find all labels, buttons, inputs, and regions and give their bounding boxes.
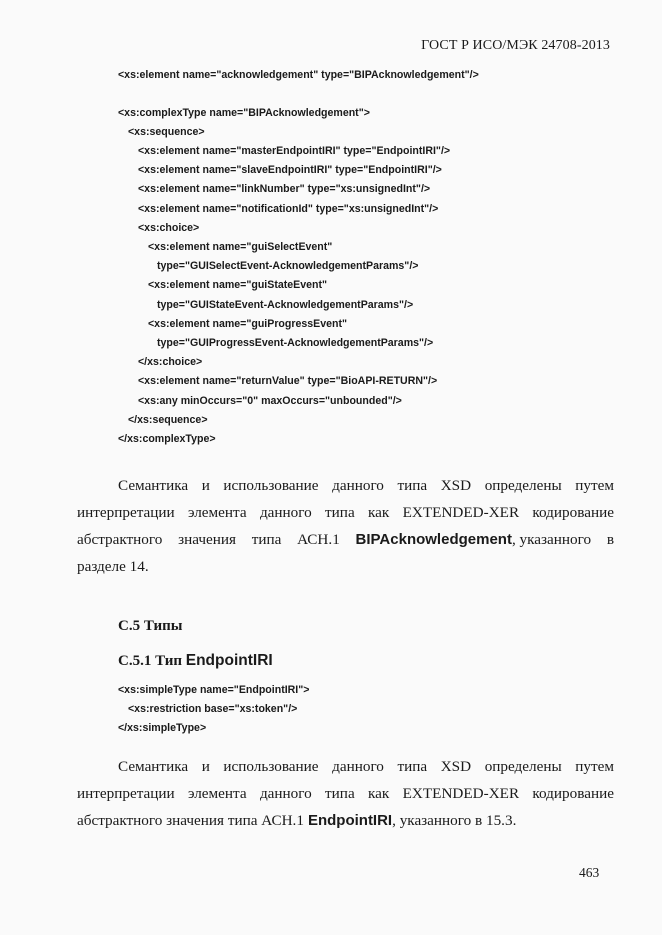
word: и <box>201 758 210 775</box>
word: данного <box>259 504 312 521</box>
word: определены <box>484 758 562 775</box>
paragraph-line <box>77 558 614 576</box>
word: АСН.1 <box>297 531 340 548</box>
type-reference-with-comma <box>356 531 592 549</box>
code-line: <xs:any minOccurs="0" maxOccurs="unbounded"/> <box>138 395 402 407</box>
word: данного <box>332 477 384 494</box>
code-line: <xs:element name="returnValue" type="BioAPI-RETURN"/> <box>138 375 438 387</box>
standard-header: ГОСТ Р ИСО/МЭК 24708-2013 <box>421 38 610 53</box>
code-line: <xs:element name="guiProgressEvent" <box>148 318 348 330</box>
word: данного <box>332 758 384 775</box>
word: определены <box>484 477 562 494</box>
heading-prefix: С.5.1 Тип <box>118 653 182 669</box>
type-name-bip-acknowledgement: BIPAcknowledgement <box>355 531 512 548</box>
word: , указанного <box>511 531 592 548</box>
word: значения <box>178 531 236 548</box>
code-line: </xs:simpleType> <box>118 722 207 734</box>
word: XSD <box>440 758 472 775</box>
word: EXTENDED-XER <box>402 504 520 521</box>
code-line: <xs:sequence> <box>128 126 205 138</box>
word: и <box>201 477 210 494</box>
word: типа <box>397 758 428 775</box>
code-line: <xs:element name="slaveEndpointIRI" type="EndpointIRI"/> <box>138 164 442 176</box>
code-line: type="GUIStateEvent-AcknowledgementParams"/> <box>157 299 414 311</box>
paragraph-line <box>77 812 614 830</box>
code-line: type="GUIProgressEvent-AcknowledgementParams"/> <box>157 337 434 349</box>
paragraph-line <box>77 504 614 522</box>
code-line: </xs:sequence> <box>128 414 208 426</box>
word: абстрактного <box>77 531 163 548</box>
code-line: <xs:restriction base="xs:token"/> <box>128 703 298 715</box>
word: данного <box>259 785 312 802</box>
word: путем <box>575 477 614 494</box>
word: использование <box>223 758 319 775</box>
type-name-endpoint-iri: EndpointIRI <box>185 652 273 669</box>
word: кодирование <box>532 504 614 521</box>
section-heading-c5-1 <box>118 652 273 670</box>
word: EXTENDED-XER <box>402 785 520 802</box>
word: типа <box>325 785 355 802</box>
code-line: <xs:element name="guiStateEvent" <box>148 279 328 291</box>
word: элемента <box>187 504 247 521</box>
code-line: type="GUISelectEvent-AcknowledgementParams"/> <box>157 260 419 272</box>
word: интерпретации <box>77 504 175 521</box>
code-line: <xs:element name="acknowledgement" type="BIPAcknowledgement"/> <box>118 69 479 81</box>
type-name-endpoint-iri: EndpointIRI <box>307 812 393 829</box>
paragraph-line <box>118 477 614 495</box>
code-line: <xs:simpleType name="EndpointIRI"> <box>118 684 310 696</box>
paragraph-line <box>77 531 614 549</box>
word: кодирование <box>532 785 614 802</box>
word: типа <box>397 477 428 494</box>
text: разделе 14. <box>77 558 149 575</box>
word: как <box>368 504 390 521</box>
page-number: 463 <box>579 865 600 880</box>
word: типа <box>325 504 355 521</box>
paragraph-line <box>77 785 614 803</box>
text: , указанного в 15.3. <box>392 812 517 829</box>
word: как <box>368 785 390 802</box>
word: в <box>606 531 614 548</box>
word: интерпретации <box>77 785 175 802</box>
paragraph-line <box>118 758 614 776</box>
word: XSD <box>440 477 472 494</box>
code-line: </xs:complexType> <box>118 433 216 445</box>
code-line: </xs:choice> <box>138 356 203 368</box>
word: путем <box>575 758 614 775</box>
word: типа <box>251 531 282 548</box>
section-heading-c5: С.5 Типы <box>118 618 183 634</box>
code-line: <xs:element name="linkNumber" type="xs:unsignedInt"/> <box>138 183 431 195</box>
code-line: <xs:element name="notificationId" type="xs:unsignedInt"/> <box>138 203 439 215</box>
word: Семантика <box>118 477 189 494</box>
word: использование <box>223 477 319 494</box>
code-line: <xs:element name="guiSelectEvent" <box>148 241 333 253</box>
word: элемента <box>187 785 247 802</box>
code-line: <xs:choice> <box>138 222 200 234</box>
code-line: <xs:complexType name="BIPAcknowledgement"> <box>118 107 370 119</box>
code-line: <xs:element name="masterEndpointIRI" type="EndpointIRI"/> <box>138 145 451 157</box>
text: абстрактного значения типа АСН.1 <box>77 812 304 829</box>
word: Семантика <box>118 758 189 775</box>
